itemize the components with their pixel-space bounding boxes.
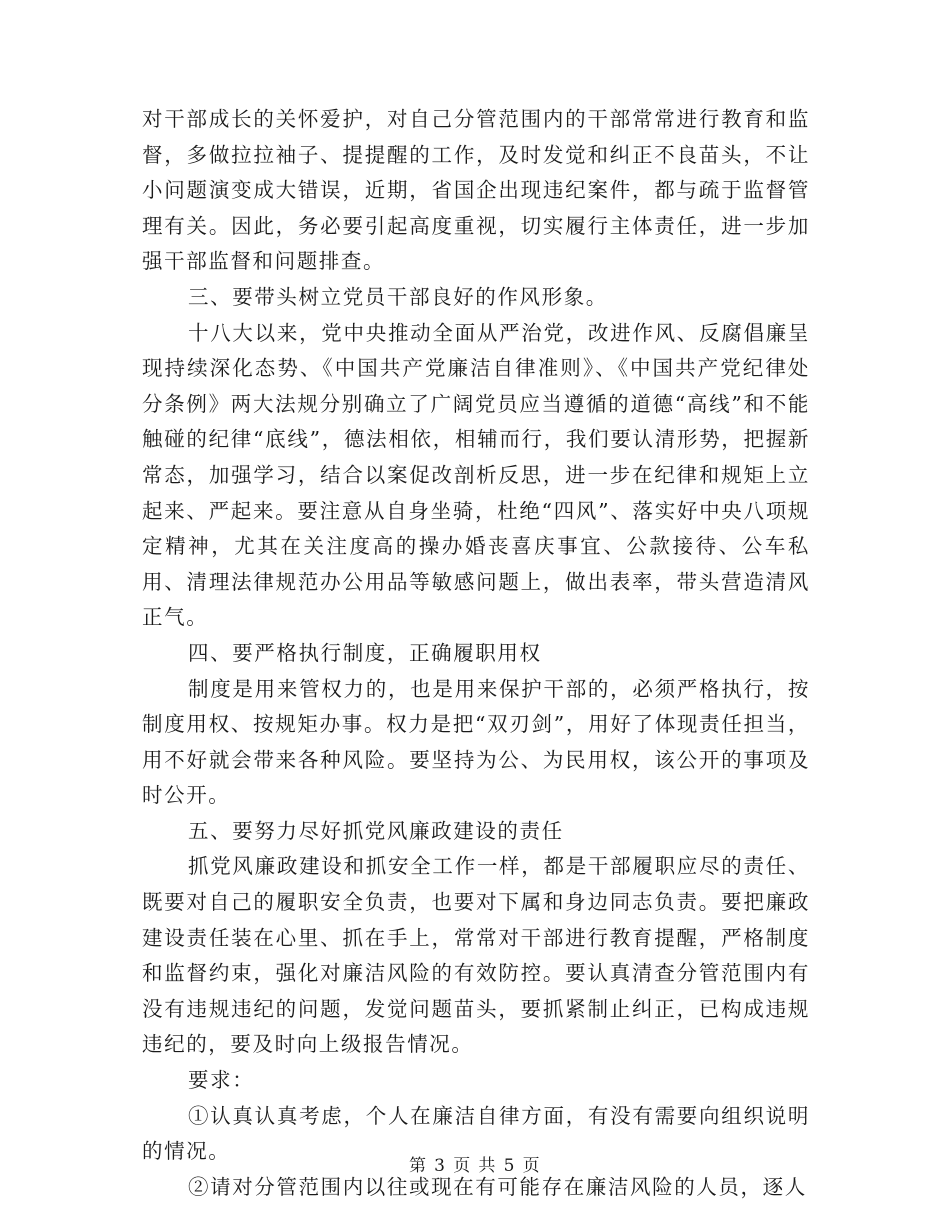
paragraph-responsibility: 抓党风廉政建设和抓安全工作一样，都是干部履职应尽的责任、既要对自己的履职安全负责，也要对下属和身边同志负责。要把廉政建设责任装在心里、抓在手上，常常对干部进行教育提醒，严格制度和监督约束，强化对廉洁风险的有效防控。要认真清查分管范围内有没有违规违纪的问题，发觉问题苗头，要抓紧制止纠正，已构成违规违纪的，要及时向上级报告情况。 [142,854,810,1057]
requirement-item-2: ②请对分管范围内以往或现在有可能存在廉洁风险的人员，逐人 [188,1174,807,1199]
requirements-label: 要求： [188,1068,255,1093]
page-footer [0,1151,950,1176]
paragraph-work-style: 十八大以来，党中央推动全面从严治党，改进作风、反腐倡廉呈现持续深化态势、《中国共产党廉洁自律准则》、《中国共产党纪律处分条例》两大法规分别确立了广阔党员应当遵循的道德“高线”和不能触碰的纪律“底线”，德法相依，相辅而行，我们要认清形势，把握新常态，加强学习，结合以案促改剖析反思，进一步在纪律和规矩上立起来、严起来。要注意从自身坐骑，杜绝“四风”、落实好中央八项规定精神，尤其在关注度高的操办婚丧喜庆事宜、公款接待、公车私用、清理法律规范办公用品等敏感问题上，做出表率，带头营造清风正气。 [142,320,810,630]
section-heading-3: 三、要带头树立党员干部良好的作风形象。 [188,284,608,309]
paragraph-continuation: 对干部成长的关怀爱护，对自己分管范围内的干部常常进行教育和监督，多做拉拉袖子、提提醒的工作，及时发觉和纠正不良苗头，不让小问题演变成大错误，近期，省国企出现违纪案件，都与疏于监督管理有关。因此，务必要引起高度重视，切实履行主体责任，进一步加强干部监督和问题排查。 [142,107,810,274]
section-heading-5: 五、要努力尽好抓党风廉政建设的责任 [188,818,564,843]
requirement-item-1: ①认真认真考虑，个人在廉洁自律方面，有没有需要向组织说明的情况。 [142,1103,810,1164]
page-number: 第 3 页 共 5 页 [408,1156,542,1176]
section-heading-4: 四、要严格执行制度，正确履职用权 [188,640,542,665]
paragraph-system-power: 制度是用来管权力的，也是用来保护干部的，必须严格执行，按制度用权、按规矩办事。权力是把“双刃剑”，用好了体现责任担当，用不好就会带来各种风险。要坚持为公、为民用权，该公开的事项及时公开。 [142,676,810,808]
document-body [142,102,810,1205]
